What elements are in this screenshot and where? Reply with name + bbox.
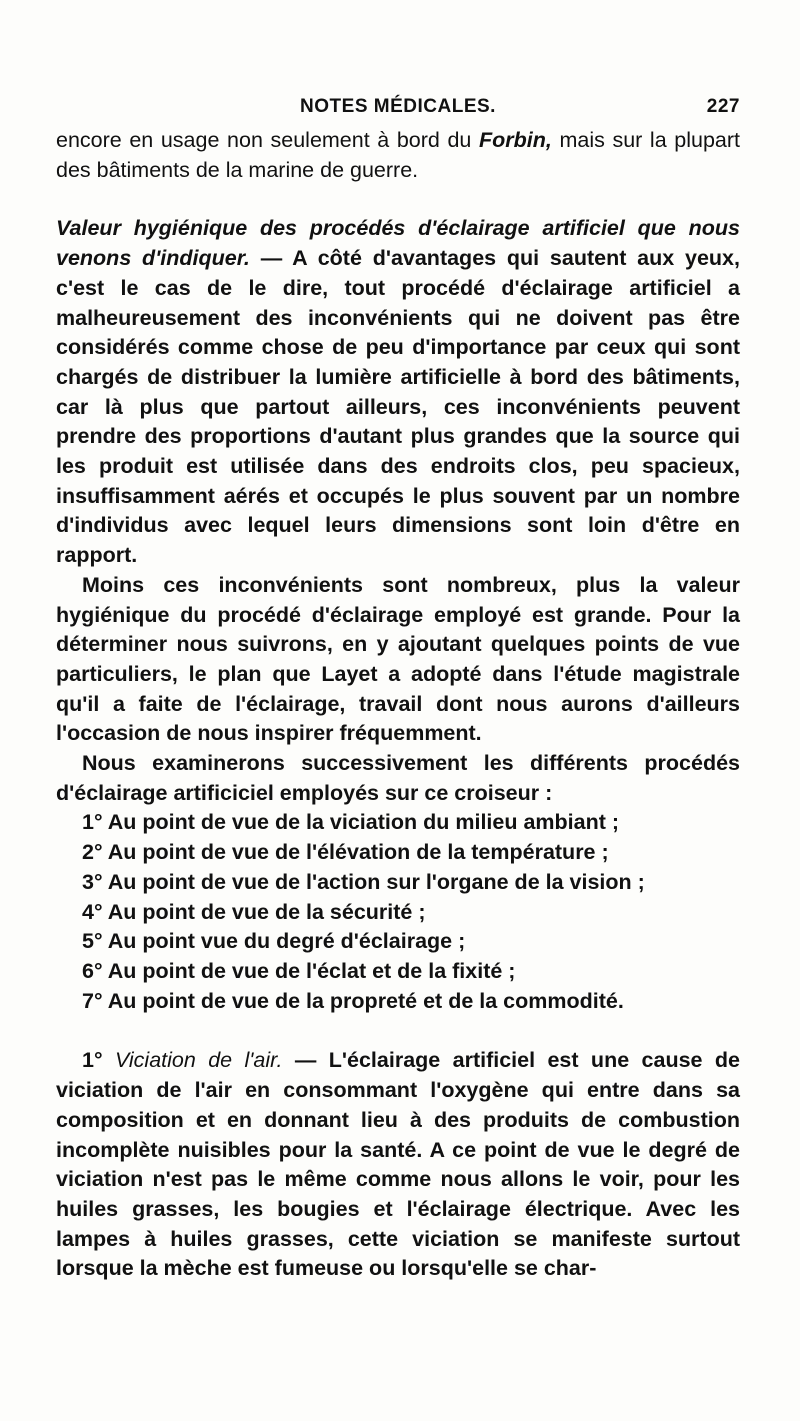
paragraph-1-text: encore en usage non seulement à bord du: [56, 128, 479, 152]
page-number: 227: [706, 96, 740, 117]
section-number: 1°: [82, 1048, 115, 1073]
spacer: [56, 185, 740, 214]
paragraph-5: [56, 1046, 740, 1284]
paragraph-3: Moins ces inconvénients sont nombreux, plus la valeur hygiénique du procédé d'éclairage employé est grande. Pour la déterminer nous suivrons, en y ajoutant quelques points de vue particuliers, le plan que Layet a adopté dans l'étude magistrale qu'il a faite de l'éclairage, travail dont nous aurons d'ailleurs l'occasion de nous inspirer fréquemment.: [56, 572, 740, 746]
list-item: 7° Au point de vue de la propreté et de la commodité.: [82, 988, 624, 1013]
spacer: [56, 1016, 740, 1046]
section-heading-viciation: Viciation de l'air.: [114, 1048, 283, 1073]
list-item: 6° Au point de vue de l'éclat et de la fixité ;: [82, 958, 516, 983]
paragraph-4: Nous examinerons successivement les différents procédés d'éclairage artificiciel employés sur ce croiseur :: [56, 751, 740, 805]
paragraph-2-body: — A côté d'avantages qui sautent aux yeux, c'est le cas de le dire, tout procédé d'éclairage artificiel a malheureusement des inconvénients qui ne doivent pas être considérés comme chose de peu d'importance par ceux qui sont chargés de distribuer la lumière artificielle à bord des bâtiments, car là plus que partout ailleurs, ces inconvénients peuvent prendre des proportions d'autant plus grandes que la source qui les produit est utilisée dans des endroits clos, peu spacieux, insuffisamment aérés et occupés le plus souvent par un nombre d'individus avec lequel leurs dimensions sont loin d'être en rapport.: [56, 246, 740, 568]
ship-name: Forbin,: [479, 128, 552, 152]
criteria-list: [56, 808, 740, 1016]
list-item: 1° Au point de vue de la viciation du milieu ambiant ;: [82, 810, 620, 835]
section-heading-valeur: Valeur hygiénique des procédés d'éclairage artificiel que nous venons d'indiquer.: [56, 216, 740, 271]
list-item: 2° Au point de vue de l'élévation de la température ;: [82, 840, 609, 865]
paragraph-5-body: — L'éclairage artificiel est une cause de viciation de l'air en consommant l'oxygène qui entre dans sa composition et en donnant lieu à des produits de combustion incomplète nuisibles pour la santé. A ce point de vue le degré de viciation n'est pas le même comme nous allons le voir, pour les huiles grasses, les bougies et l'éclairage électrique. Avec les lampes à huiles grasses, cette viciation se manifeste surtout lorsque la mèche est fumeuse ou lorsqu'elle se char-: [56, 1048, 740, 1281]
running-title: NOTES MÉDICALES.: [300, 96, 496, 117]
body-text: [56, 126, 740, 1284]
list-item: 4° Au point de vue de la sécurité ;: [82, 899, 426, 924]
book-page: [56, 92, 740, 1284]
running-head: [56, 92, 740, 126]
list-item: 5° Au point vue du degré d'éclairage ;: [82, 929, 466, 954]
paragraph-1-rest: mais sur la plupart des bâtiments de la marine de guerre.: [56, 128, 740, 182]
paragraph-1: [56, 126, 740, 185]
paragraph-2: [56, 214, 740, 570]
list-item: 3° Au point de vue de l'action sur l'organe de la vision ;: [82, 869, 645, 894]
